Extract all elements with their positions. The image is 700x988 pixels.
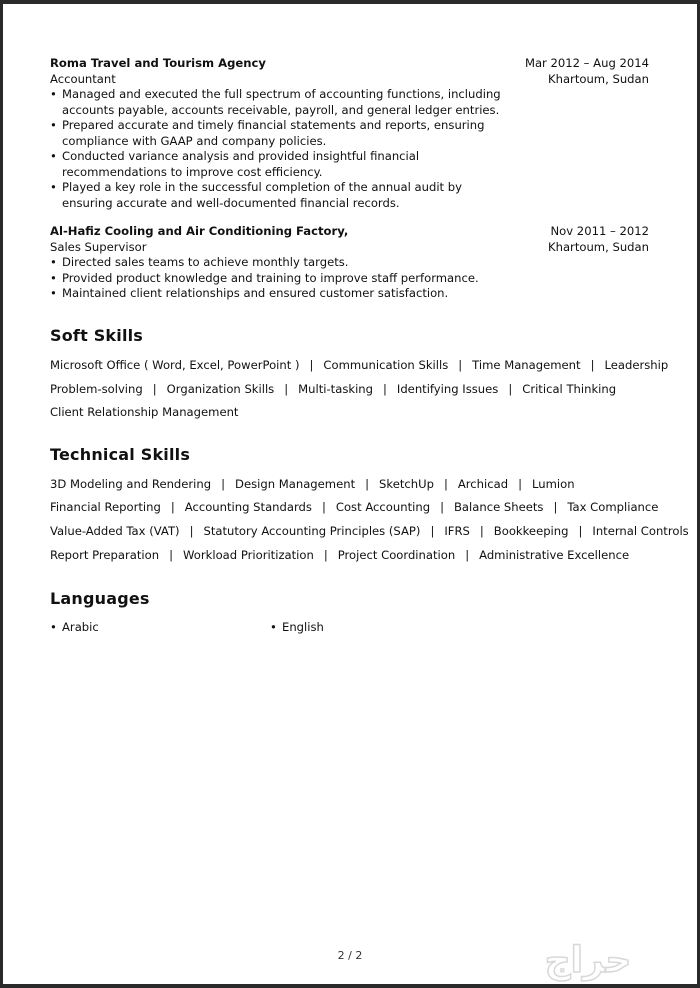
job-entry: [50, 55, 649, 211]
skill-separator: |: [578, 524, 583, 538]
bullet-item: • Maintained client relationships and ensured customer satisfaction.: [50, 286, 502, 302]
skill-item: Project Coordination: [337, 548, 456, 562]
skill-item: Cost Accounting: [335, 500, 431, 514]
resume-page: [3, 4, 697, 984]
company-name: Roma Travel and Tourism Agency: [50, 56, 266, 70]
skill-separator: |: [309, 358, 314, 372]
skill-item: Internal Controls: [592, 524, 689, 538]
skill-item: Critical Thinking: [522, 382, 617, 396]
job-location: Khartoum, Sudan: [548, 72, 649, 86]
language-item: • English: [270, 620, 324, 634]
skill-item: Lumion: [531, 477, 575, 491]
page-number: 2 / 2: [337, 949, 363, 962]
job-bullets: [50, 87, 649, 211]
language-item: • Arabic: [50, 620, 99, 634]
soft-skills-line: [50, 382, 616, 396]
bullet-item: • Provided product knowledge and training to improve staff performance.: [50, 271, 502, 287]
skill-separator: |: [518, 477, 522, 491]
skill-item: Financial Reporting: [50, 500, 161, 514]
company-name: Al-Hafiz Cooling and Air Conditioning Factory,: [50, 224, 349, 238]
job-entry: [50, 223, 649, 302]
technical-skills-line: [50, 524, 689, 538]
skill-item: Report Preparation: [50, 548, 160, 562]
skill-item: Bookkeeping: [493, 524, 569, 538]
skill-item: Time Management: [472, 358, 581, 372]
skill-separator: |: [553, 500, 558, 514]
skill-separator: |: [189, 524, 194, 538]
skill-item: SketchUp: [379, 477, 434, 491]
soft-skills-line: [50, 358, 668, 372]
skill-separator: |: [590, 358, 595, 372]
skill-item: Tax Compliance: [567, 500, 659, 514]
skill-item: Microsoft Office ( Word, Excel, PowerPoint ): [50, 358, 300, 372]
skill-item: Value-Added Tax (VAT): [50, 524, 180, 538]
skill-separator: |: [365, 477, 370, 491]
skill-separator: |: [221, 477, 226, 491]
skill-item: Client Relationship Management: [50, 405, 239, 419]
skill-item: Administrative Excellence: [479, 548, 630, 562]
skill-separator: |: [465, 548, 470, 562]
skill-separator: |: [443, 477, 448, 491]
job-dates: Mar 2012 – Aug 2014: [524, 56, 649, 70]
skill-item: 3D Modeling and Rendering: [50, 477, 212, 491]
skill-item: Statutory Accounting Principles (SAP): [203, 524, 421, 538]
skill-item: Archicad: [457, 477, 509, 491]
job-location: Khartoum, Sudan: [548, 240, 649, 254]
bullet-item: • Played a key role in the successful completion of the annual audit by ensuring accurate and well-documented financial records.: [50, 180, 502, 211]
job-bullets: [50, 255, 649, 302]
soft-skills-heading: Soft Skills: [50, 326, 144, 345]
technical-skills-line: [50, 548, 629, 562]
skill-item: Accounting Standards: [184, 500, 312, 514]
skill-separator: |: [321, 500, 326, 514]
skill-item: Problem-solving: [50, 382, 143, 396]
technical-skills-line: [50, 500, 658, 514]
job-title: Accountant: [50, 72, 116, 86]
job-dates: Nov 2011 – 2012: [550, 224, 649, 238]
bullet-item: • Conducted variance analysis and provided insightful financial recommendations to improve cost efficiency.: [50, 149, 502, 180]
technical-skills-heading: Technical Skills: [50, 445, 191, 464]
skill-item: Balance Sheets: [453, 500, 544, 514]
skill-separator: |: [458, 358, 463, 372]
bullet-item: • Managed and executed the full spectrum of accounting functions, including accounts payable, accounts receivable, payroll, and general ledger entries.: [50, 87, 502, 118]
bullet-item: • Prepared accurate and timely financial statements and reports, ensuring compliance with GAAP and company policies.: [50, 118, 502, 149]
soft-skills-line: [50, 405, 238, 419]
skill-separator: |: [169, 548, 173, 562]
skill-item: Leadership: [604, 358, 669, 372]
skill-separator: |: [284, 382, 289, 396]
skill-item: Multi-tasking: [298, 382, 373, 396]
job-title: Sales Supervisor: [50, 240, 147, 254]
skill-separator: |: [430, 524, 435, 538]
skill-item: Workload Prioritization: [183, 548, 314, 562]
skill-separator: |: [152, 382, 157, 396]
skill-separator: |: [323, 548, 328, 562]
skill-item: Organization Skills: [166, 382, 275, 396]
skill-item: Communication Skills: [323, 358, 449, 372]
skill-separator: |: [440, 500, 444, 514]
watermark-text: حراج: [544, 940, 632, 981]
bullet-item: • Directed sales teams to achieve monthly targets.: [50, 255, 502, 271]
technical-skills-line: [50, 477, 575, 491]
skill-separator: |: [170, 500, 175, 514]
skill-separator: |: [479, 524, 484, 538]
languages-heading: Languages: [50, 589, 150, 608]
skill-separator: |: [383, 382, 387, 396]
skill-item: Design Management: [235, 477, 356, 491]
haraj-watermark-logo: [503, 936, 673, 984]
skill-item: Identifying Issues: [396, 382, 499, 396]
skill-item: IFRS: [444, 524, 470, 538]
skill-separator: |: [508, 382, 513, 396]
